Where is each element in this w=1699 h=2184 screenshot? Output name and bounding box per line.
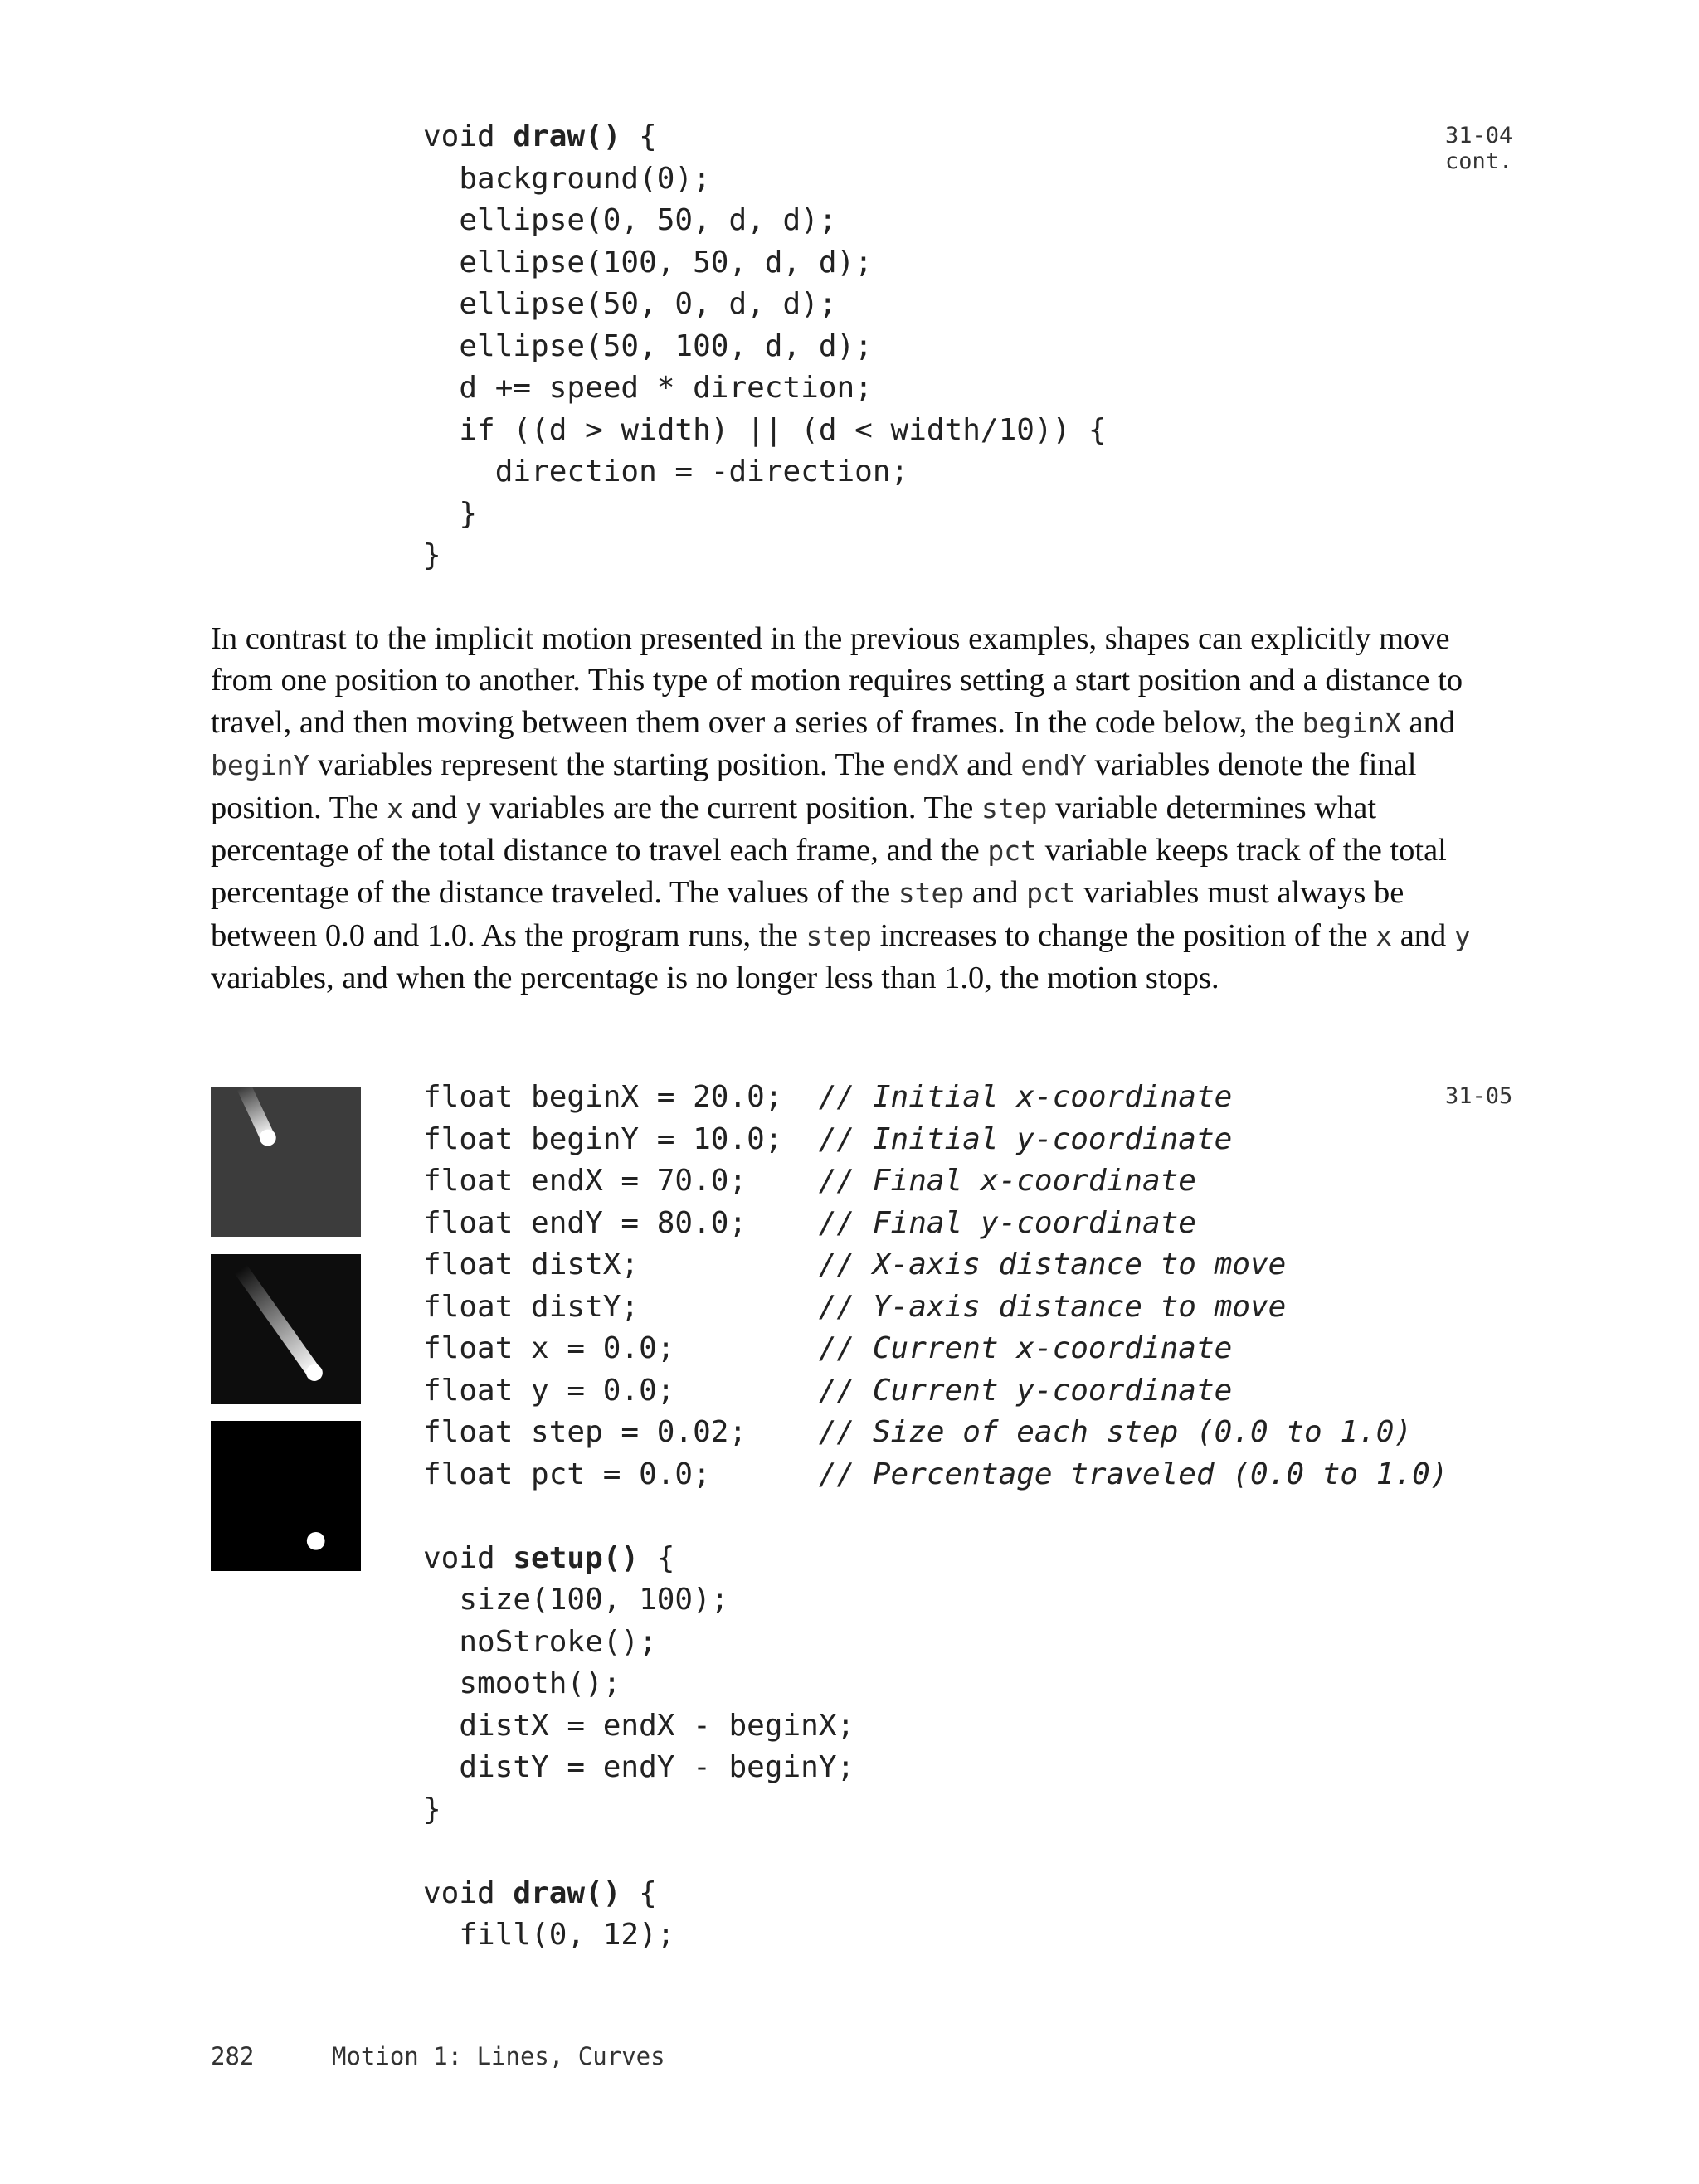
- code-text: noStroke();: [423, 1624, 657, 1659]
- code-comment: // Current x-coordinate: [818, 1331, 1233, 1365]
- code-text: ellipse(50, 100, d, d);: [423, 328, 873, 363]
- paragraph-text: variables, and when the percentage is no longer less than 1.0, the motion stops.: [211, 961, 1219, 996]
- paragraph-text: and: [402, 790, 465, 825]
- moving-dot: [307, 1532, 325, 1550]
- code-line: [423, 1873, 1448, 1915]
- code-comment: // Final x-coordinate: [818, 1164, 1196, 1198]
- code-line: [423, 1747, 1448, 1789]
- code-comment: // X-axis distance to move: [818, 1248, 1287, 1282]
- code-line: [423, 494, 1107, 536]
- code-text: float pct = 0.0;: [423, 1457, 819, 1491]
- code-text: d += speed * direction;: [423, 371, 873, 405]
- inline-code: endX: [893, 749, 959, 782]
- paragraph-text: increases to change the position of the: [871, 917, 1376, 953]
- code-line: [423, 1370, 1448, 1413]
- code-line: [423, 1119, 1448, 1161]
- inline-code: beginY: [211, 749, 310, 782]
- moving-dot: [306, 1364, 323, 1381]
- code-text: distX = endX - beginX;: [423, 1708, 855, 1743]
- code-line: [423, 1287, 1448, 1329]
- inline-code: x: [1375, 919, 1393, 952]
- motion-thumbnail-2: [211, 1254, 361, 1404]
- code-line: [423, 1789, 1448, 1831]
- code-text: direction = -direction;: [423, 455, 909, 489]
- code-line: [423, 535, 1107, 577]
- inline-code: pct: [987, 834, 1037, 868]
- code-text: {: [621, 1875, 657, 1910]
- code-comment: // Size of each step (0.0 to 1.0): [818, 1415, 1413, 1449]
- inline-code: endY: [1020, 749, 1087, 782]
- inline-code: pct: [1026, 877, 1076, 910]
- code-text: fill(0, 12);: [423, 1918, 675, 1952]
- code-text: float step = 0.02;: [423, 1415, 819, 1449]
- code-comment: // Y-axis distance to move: [818, 1289, 1287, 1324]
- code-text: void: [423, 1875, 514, 1910]
- code-text: smooth();: [423, 1666, 621, 1700]
- code-text: void: [423, 1540, 514, 1575]
- code-line: [423, 116, 1107, 158]
- code-line: [423, 1831, 1448, 1873]
- code-line: [423, 1914, 1448, 1957]
- code-line: [423, 1663, 1448, 1705]
- code-text: size(100, 100);: [423, 1583, 729, 1617]
- inline-code: y: [465, 791, 482, 824]
- code-text: void: [423, 119, 514, 153]
- code-line: [423, 1412, 1448, 1454]
- code-line: [423, 367, 1107, 410]
- code-text: {: [621, 119, 657, 153]
- code-line: [423, 326, 1107, 368]
- code-function-name: setup(): [513, 1540, 640, 1575]
- code-line: [423, 1538, 1448, 1580]
- body-paragraph: [211, 618, 1505, 1000]
- code-text: float beginX = 20.0;: [423, 1080, 819, 1114]
- paragraph-text: and: [1392, 917, 1454, 953]
- paragraph-text: variables denote the final position. The: [211, 747, 1417, 825]
- paragraph-text: variables are the current position. The: [481, 790, 981, 825]
- code-comment: // Initial x-coordinate: [818, 1080, 1233, 1114]
- code-line: [423, 158, 1107, 201]
- code-comment: // Final y-coordinate: [818, 1205, 1196, 1240]
- code-text: }: [423, 496, 478, 531]
- code-block-31-05: [423, 1077, 1448, 1957]
- paragraph-text: and: [964, 875, 1027, 911]
- inline-code: x: [387, 791, 403, 824]
- code-text: if ((d > width) || (d < width/10)) {: [423, 412, 1107, 447]
- code-text: float distY;: [423, 1289, 819, 1324]
- code-line: [423, 242, 1107, 285]
- paragraph-text: In contrast to the implicit motion presented in the previous examples, shapes can explicitly move from one position to another. This type of motion requires setting a start position and a distance to travel, and then moving between them over a series of frames. In the code below, the: [211, 621, 1463, 740]
- thumbnail-background: [211, 1087, 361, 1237]
- paragraph-text: and: [958, 747, 1021, 783]
- code-line: [423, 1203, 1448, 1245]
- code-line: [423, 284, 1107, 326]
- code-line: [423, 1328, 1448, 1370]
- code-text: ellipse(100, 50, d, d);: [423, 245, 873, 280]
- code-text: background(0);: [423, 161, 711, 196]
- code-text: float endX = 70.0;: [423, 1164, 819, 1198]
- code-text: float endY = 80.0;: [423, 1205, 819, 1240]
- code-function-name: draw(): [513, 119, 621, 153]
- running-head: Motion 1: Lines, Curves: [332, 2042, 665, 2070]
- code-comment: // Current y-coordinate: [818, 1373, 1233, 1408]
- code-line: [423, 1244, 1448, 1287]
- code-line: [423, 451, 1107, 494]
- inline-code: step: [806, 919, 872, 952]
- code-line: [423, 1579, 1448, 1622]
- paragraph-text: and: [1400, 704, 1456, 740]
- code-line: [423, 1622, 1448, 1664]
- paragraph-text: variables must always be between 0.0 and 1.0. As the program runs, the: [211, 875, 1404, 953]
- code-block-31-04: [423, 116, 1107, 577]
- code-text: float y = 0.0;: [423, 1373, 819, 1408]
- inline-code: step: [981, 791, 1048, 824]
- code-text: ellipse(0, 50, d, d);: [423, 203, 837, 237]
- motion-thumbnail-1: [211, 1087, 361, 1237]
- paragraph-text: variable determines what percentage of the total distance to travel each frame, and the: [211, 790, 1377, 868]
- code-comment: // Initial y-coordinate: [818, 1121, 1233, 1156]
- code-line: [423, 1705, 1448, 1748]
- code-text: float distX;: [423, 1248, 819, 1282]
- motion-thumbnail-3: [211, 1421, 361, 1571]
- code-label-31-05: 31-05: [1445, 1083, 1513, 1109]
- code-text: ellipse(50, 0, d, d);: [423, 287, 837, 321]
- inline-code: beginX: [1302, 706, 1401, 739]
- code-text: float x = 0.0;: [423, 1331, 819, 1365]
- inline-code: step: [898, 877, 965, 910]
- code-line: [423, 200, 1107, 242]
- code-text: distY = endY - beginY;: [423, 1750, 855, 1784]
- code-line: [423, 1160, 1448, 1203]
- code-line: [423, 1496, 1448, 1538]
- thumbnail-background: [211, 1421, 361, 1571]
- code-label-31-04: 31-04 cont.: [1445, 123, 1513, 174]
- code-line: [423, 410, 1107, 452]
- paragraph-text: variable keeps track of the total percentage of the distance traveled. The values of the: [211, 833, 1447, 911]
- code-line: [423, 1077, 1448, 1119]
- code-text: {: [639, 1540, 675, 1575]
- inline-code: y: [1453, 919, 1471, 952]
- code-text: }: [423, 538, 441, 572]
- moving-dot: [260, 1130, 276, 1146]
- code-line: [423, 1454, 1448, 1496]
- code-function-name: draw(): [513, 1875, 621, 1910]
- paragraph-text: variables represent the starting position. The: [309, 747, 893, 783]
- code-comment: // Percentage traveled (0.0 to 1.0): [818, 1457, 1448, 1491]
- page-number: 282: [211, 2042, 255, 2070]
- code-text: float beginY = 10.0;: [423, 1121, 819, 1156]
- code-text: }: [423, 1792, 441, 1826]
